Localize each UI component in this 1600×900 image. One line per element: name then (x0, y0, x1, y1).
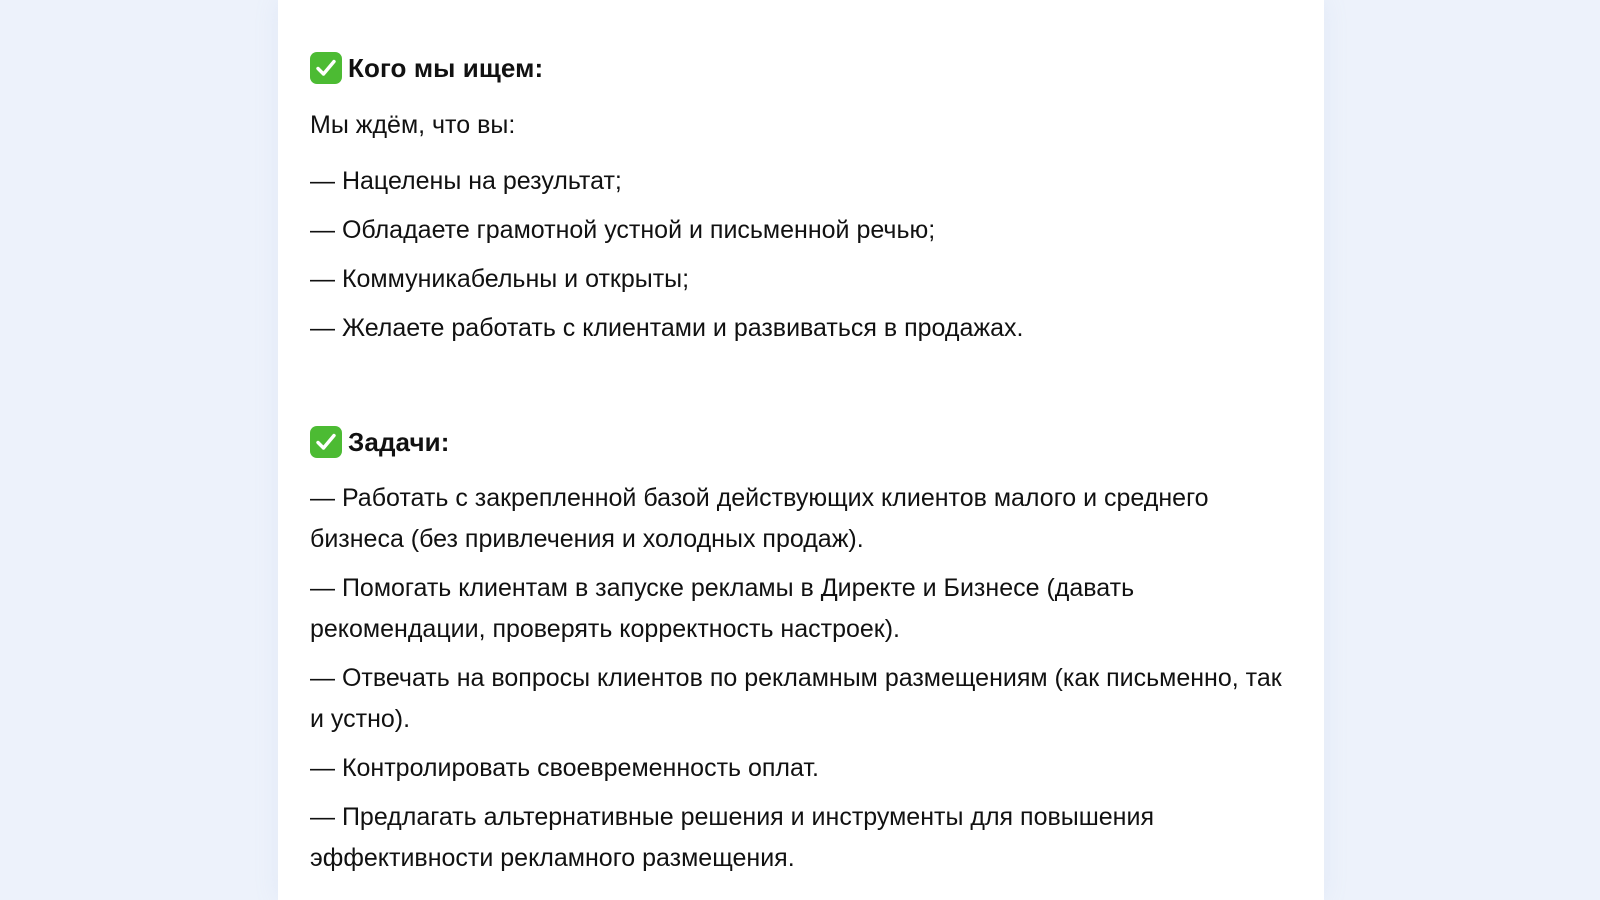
section-header-tasks (310, 422, 1300, 462)
section-header-who (310, 48, 1300, 88)
list-item: — Нацелены на результат; (310, 167, 622, 195)
list-item: — Помогать клиентам в запуске рекламы в Директе и Бизнесе (давать рекомендации, проверять корректность настроек). (310, 574, 1135, 643)
check-mark-icon (310, 52, 342, 84)
list-item: — Обладаете грамотной устной и письменной речью; (310, 216, 936, 244)
section-spacer (310, 357, 1300, 422)
list-item: — Коммуникабельны и открыты; (310, 265, 690, 293)
section-title: Задачи: (348, 426, 450, 457)
document-card (278, 0, 1324, 900)
document-content (310, 48, 1300, 887)
tasks-list (310, 478, 1300, 879)
list-item: — Предлагать альтернативные решения и инструменты для повышения эффективности рекламного размещения. (310, 803, 1154, 872)
check-mark-icon (310, 426, 342, 458)
section-title: Кого мы ищем: (348, 52, 544, 83)
list-item: — Желаете работать с клиентами и развиваться в продажах. (310, 314, 1024, 342)
list-item: — Работать с закрепленной базой действующих клиентов малого и среднего бизнеса (без привлечения и холодных продаж). (310, 484, 1209, 553)
list-item: — Отвечать на вопросы клиентов по рекламным размещениям (как письменно, так и устно). (310, 664, 1282, 733)
section-intro: Мы ждём, что вы: (310, 111, 516, 139)
requirements-list (310, 161, 1300, 348)
list-item: — Контролировать своевременность оплат. (310, 754, 819, 782)
